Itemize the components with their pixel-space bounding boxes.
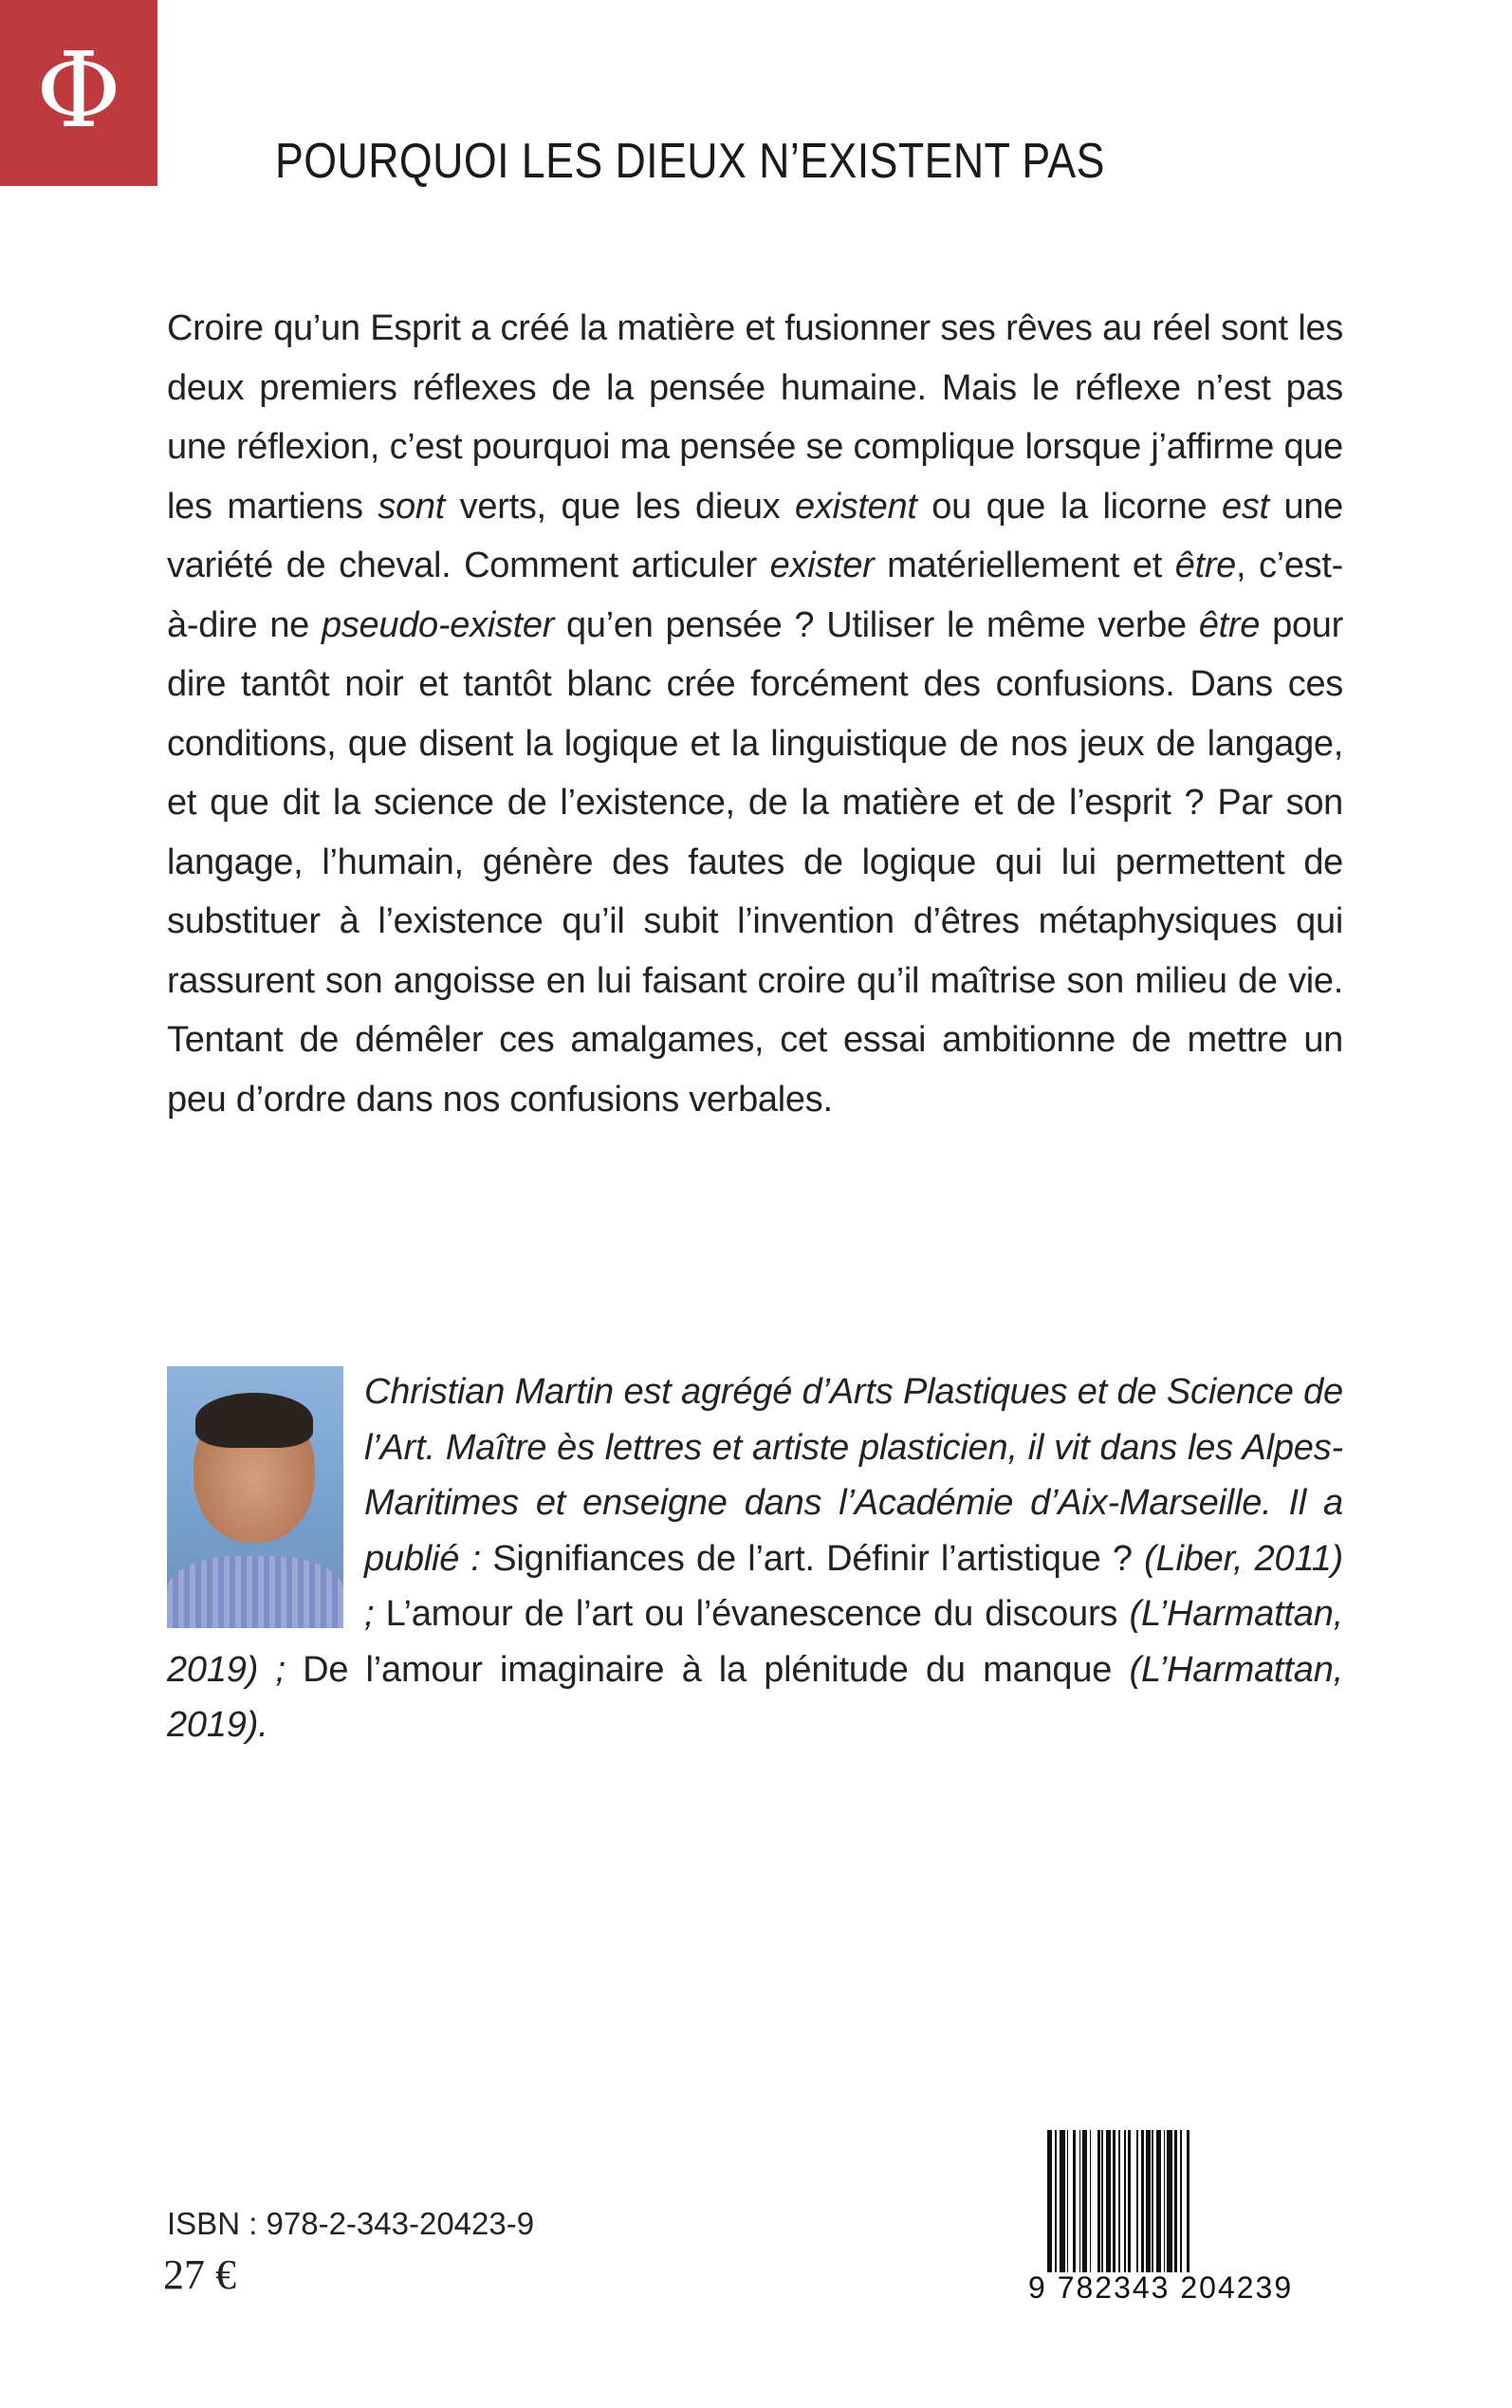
photo-spacer — [167, 1364, 364, 1639]
summary-emphasis: être — [1174, 546, 1237, 585]
book-title: POURQUOI LES DIEUX N’EXISTENT PAS — [275, 134, 1105, 189]
summary-text: qu’en pensée ? Utiliser le même verbe — [554, 604, 1199, 645]
bio-publisher: (L’Harmattan, 2019). — [167, 1649, 1343, 1745]
book-summary — [167, 299, 1343, 1129]
summary-text: verts, que les dieux — [445, 486, 796, 527]
barcode-bar — [1189, 2130, 1191, 2272]
summary-emphasis: exister — [769, 546, 875, 585]
phi-logo-icon: Φ — [35, 29, 122, 151]
bio-publisher: (L’Harmattan, 2019) ; — [167, 1594, 1344, 1690]
barcode-digits: 9 782343 204239 — [1028, 2270, 1294, 2305]
author-bio — [167, 1364, 1343, 1753]
summary-emphasis: est — [1222, 486, 1269, 527]
summary-text: pour dire tantôt noir et tantôt blanc crée forcément des confusions. Dans ces conditions, que disent la logique et la linguistique de nos jeux de langage, et que dit la science de l’existence, de la matière et de l’esprit ? Par son langage, l’humain, génère des fautes de logique qui lui permettent de substituer à l’existence qu’il subit l’invention d’êtres métaphysiques qui rassurent son angoisse en lui faisant croire qu’il maîtrise son milieu de vie. Tentant de démêler ces amalgames, cet essai ambitionne de mettre un peu d’ordre dans nos confusions verbales. — [167, 604, 1343, 1120]
summary-emphasis: sont — [378, 486, 445, 527]
summary-emphasis: pseudo-exister — [322, 604, 555, 645]
summary-text: , c’est-à-dire ne — [167, 546, 1343, 645]
summary-text: matériellement et — [874, 546, 1175, 585]
bio-text-italic: est agrégé d’Arts Plastiques et de Science de l’Art. Maître ès lettres et artiste plasticien, il vit dans les Alpes-Maritimes et enseigne dans l’Académie d’Aix-Marseille. Il a publié : — [364, 1372, 1343, 1579]
summary-text: une variété de cheval. Comment articuler — [167, 486, 1343, 585]
barcode — [1028, 2130, 1341, 2305]
barcode-bars — [1047, 2130, 1332, 2272]
summary-emphasis: existent — [795, 486, 917, 527]
bio-publisher: (Liber, 2011) ; — [364, 1538, 1343, 1634]
summary-paragraph — [167, 299, 1343, 1129]
bio-work-title: De l’amour imaginaire à la plénitude du manque — [303, 1649, 1130, 1690]
bio-work-title: L’amour de l’art ou l’évanescence du discours — [385, 1594, 1130, 1634]
summary-emphasis: être — [1198, 604, 1261, 645]
summary-text: ou que la licorne — [916, 486, 1223, 527]
bio-work-title: Signifiances de l’art. Définir l’artistique ? — [492, 1538, 1145, 1579]
price-label: 27 € — [163, 2251, 236, 2298]
isbn-label: ISBN : 978-2-343-20423-9 — [167, 2206, 535, 2241]
publisher-logo — [0, 0, 157, 186]
author-name: Christian Martin — [364, 1372, 614, 1412]
summary-text: Croire qu’un Esprit a créé la matière et fusionner ses rêves au réel sont les deux premiers réflexes de la pensée humaine. Mais le réflexe n’est pas une réflexion, c’est pourquoi ma pensée se complique lorsque j’affirme que les martiens — [167, 308, 1343, 527]
